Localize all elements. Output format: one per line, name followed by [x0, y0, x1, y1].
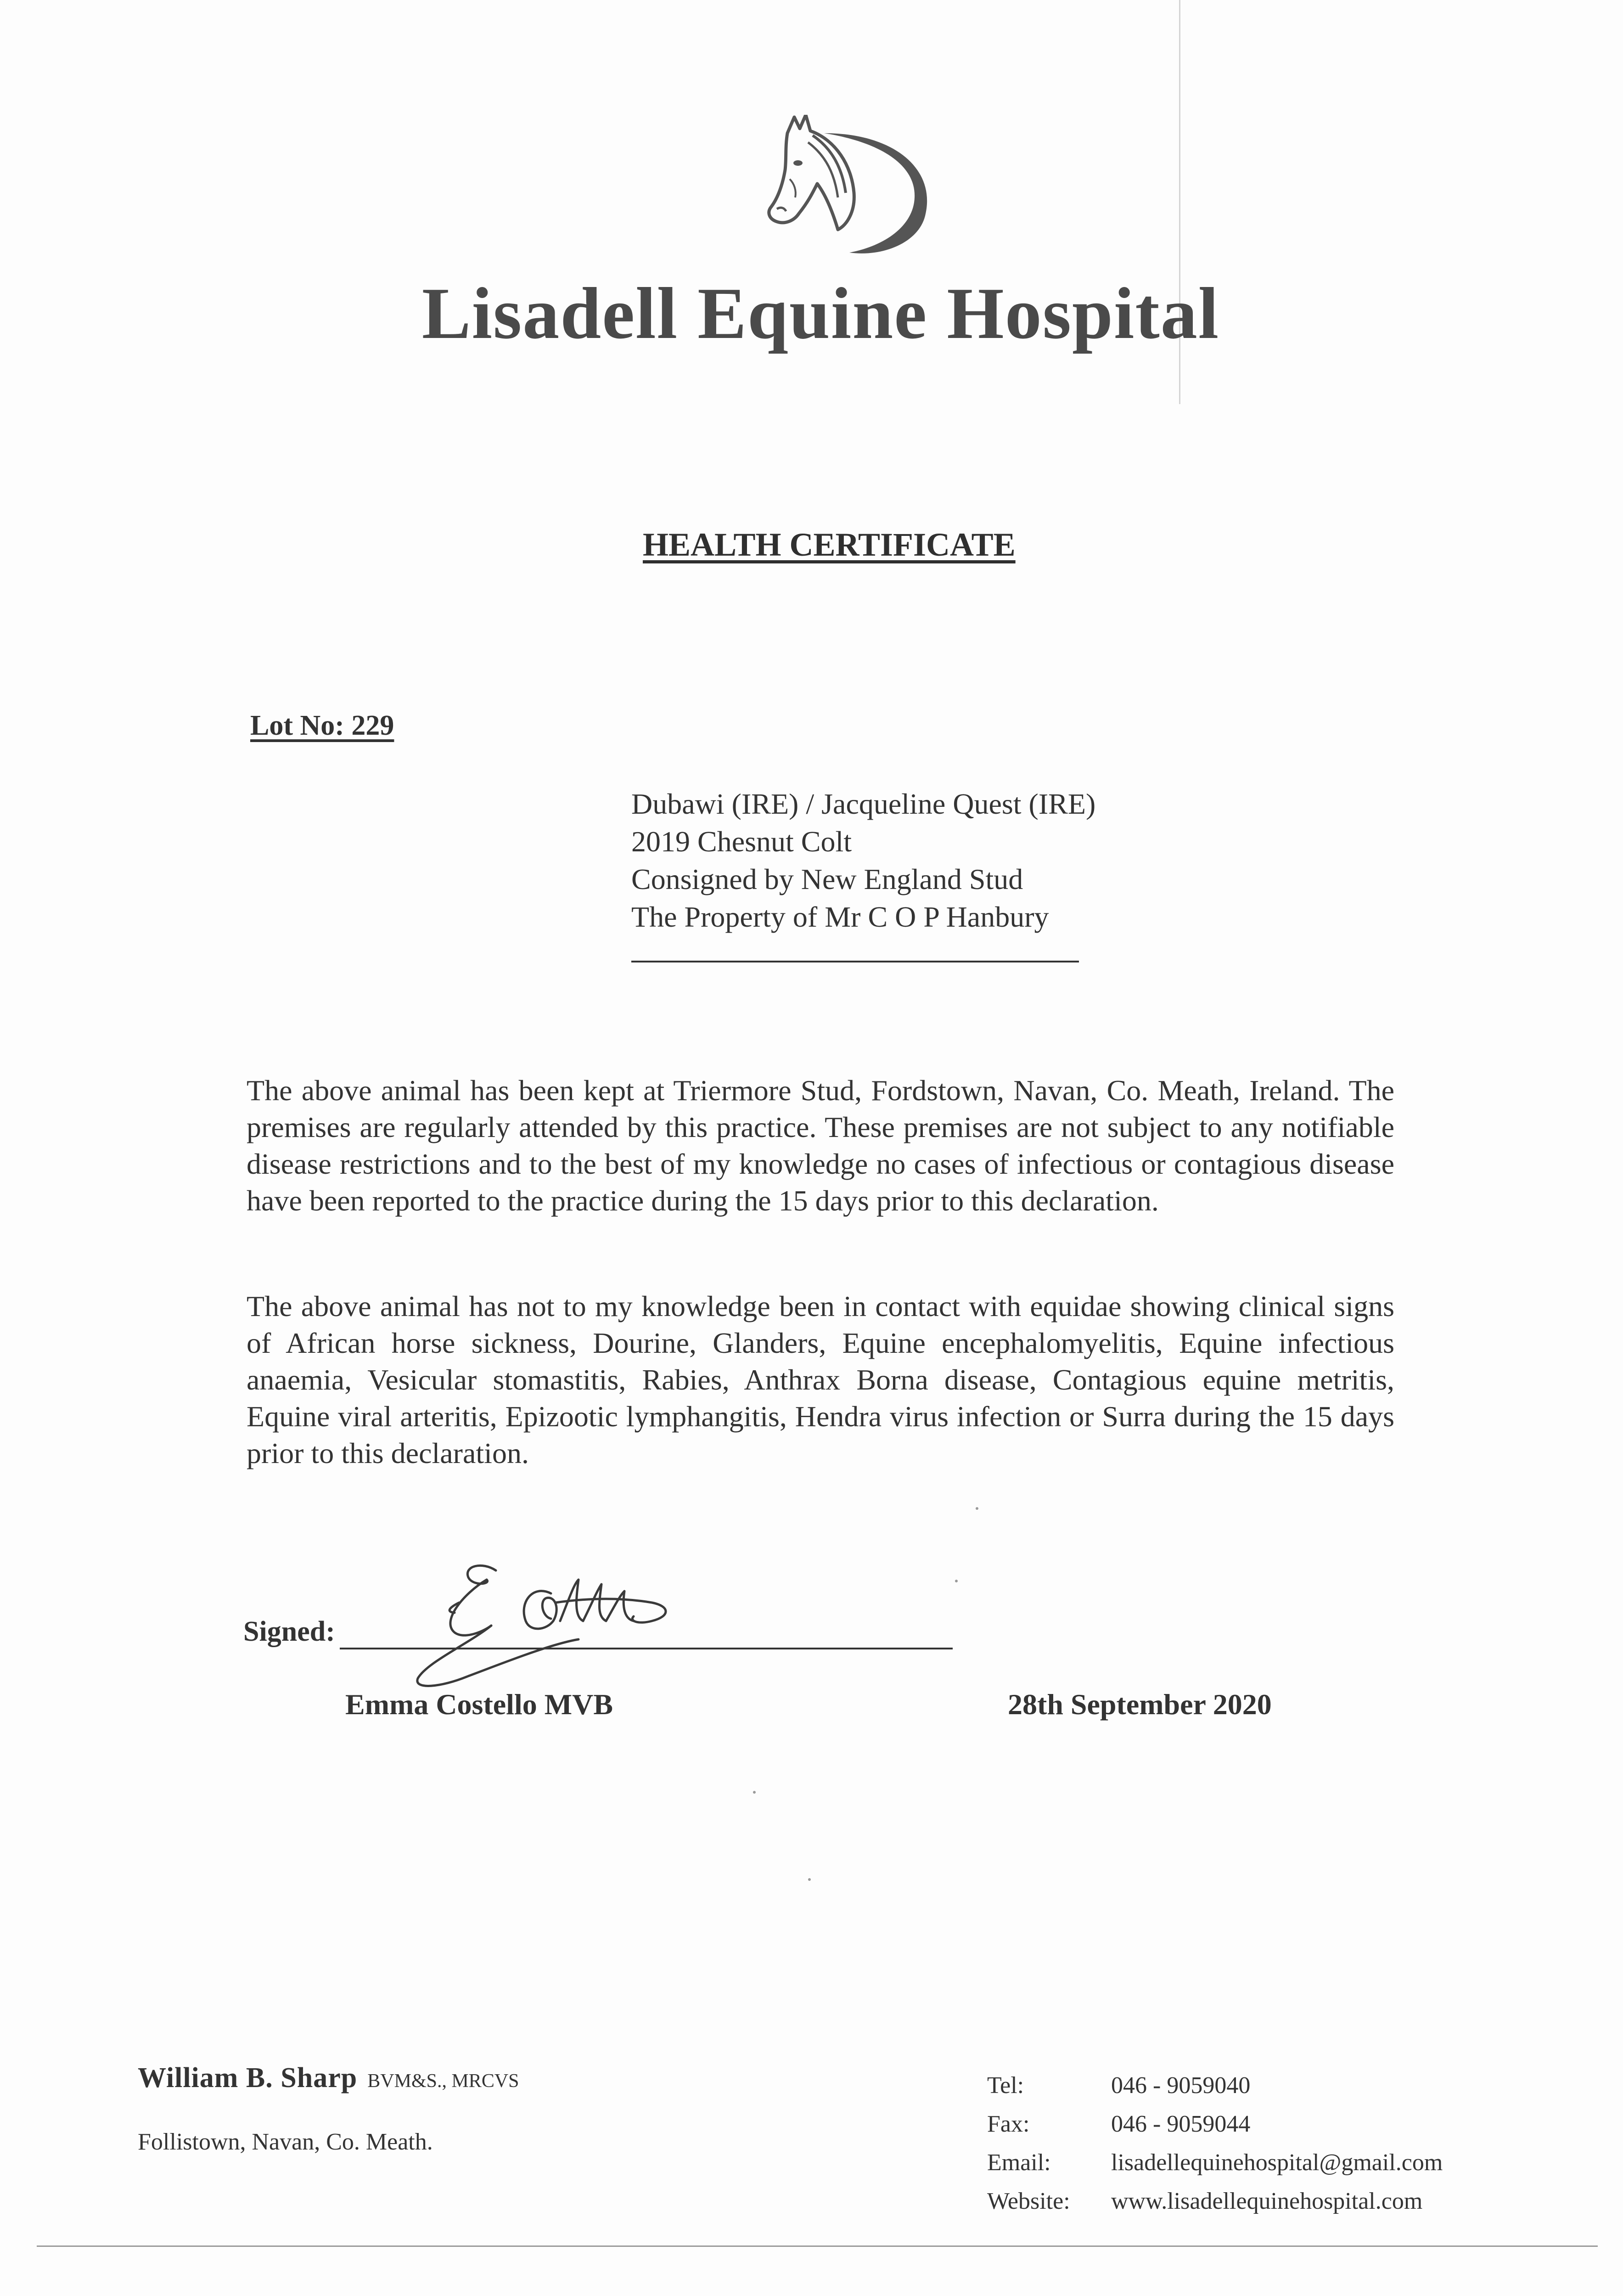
lot-number: Lot No: 229 [250, 710, 394, 741]
scan-speck [955, 1580, 958, 1582]
handwritten-signature [413, 1552, 744, 1699]
contact-value: 046 - 9059044 [1111, 2111, 1251, 2137]
horse-consignor: Consigned by New England Stud [631, 863, 1023, 895]
contact-row-tel [987, 2066, 1443, 2105]
scan-speck [976, 1507, 978, 1510]
horse-details [631, 785, 1095, 936]
horse-details-divider [631, 961, 1079, 962]
hospital-name: Lisadell Equine Hospital [421, 272, 1220, 354]
practitioner-full-name: William B. Sharp [138, 2062, 358, 2093]
scan-speck [808, 1878, 811, 1881]
contact-label: Fax: [987, 2111, 1030, 2137]
horse-owner: The Property of Mr C O P Hanbury [631, 900, 1049, 933]
horse-head-logo-icon [744, 115, 937, 266]
premises-declaration: The above animal has been kept at Triermore Stud, Fordstown, Navan, Co. Meath, Ireland. The premises are regularly attended by this practice. These premises are not subject to any notifiable disease restrictions and to the best of my knowledge no cases of infectious or contagious disease have been reported to the practice during the 15 days prior to this declaration. [247, 1074, 1394, 1217]
practitioner-qualifications: BVM&S., MRCVS [367, 2071, 519, 2092]
horse-description: 2019 Chesnut Colt [631, 825, 852, 858]
signer-name: Emma Costello MVB [345, 1688, 613, 1721]
contact-value: www.lisadellequinehospital.com [1111, 2188, 1423, 2214]
signed-label: Signed: [243, 1616, 335, 1647]
contact-label: Website: [987, 2188, 1070, 2214]
contact-row-website [987, 2182, 1443, 2221]
contact-label: Email: [987, 2150, 1051, 2176]
contact-row-fax [987, 2105, 1443, 2144]
contact-value: lisadellequinehospital@gmail.com [1111, 2150, 1443, 2176]
contact-declaration: The above animal has not to my knowledge been in contact with equidae showing clinical signs of African horse sickness, Dourine, Glanders, Equine encephalomyelitis, Equine infectious anaemia, Vesicular stomastitis, Rabies, Anthrax Borna disease, Contagious equine metritis, Equine viral arteritis, Epizootic lymphangitis, Hendra virus infection or Surra during the 15 days prior to this declaration. [247, 1290, 1394, 1469]
certificate-title: HEALTH CERTIFICATE [643, 526, 1016, 563]
practitioner-name [138, 2062, 519, 2094]
practice-address: Follistown, Navan, Co. Meath. [138, 2129, 433, 2155]
contact-value: 046 - 9059040 [1111, 2072, 1251, 2099]
scan-speck [753, 1791, 756, 1794]
footer-divider [37, 2245, 1598, 2247]
signature-date: 28th September 2020 [1008, 1688, 1272, 1721]
contact-label: Tel: [987, 2072, 1024, 2099]
contact-row-email [987, 2144, 1443, 2182]
contact-details [987, 2066, 1443, 2221]
horse-pedigree: Dubawi (IRE) / Jacqueline Quest (IRE) [631, 788, 1096, 820]
